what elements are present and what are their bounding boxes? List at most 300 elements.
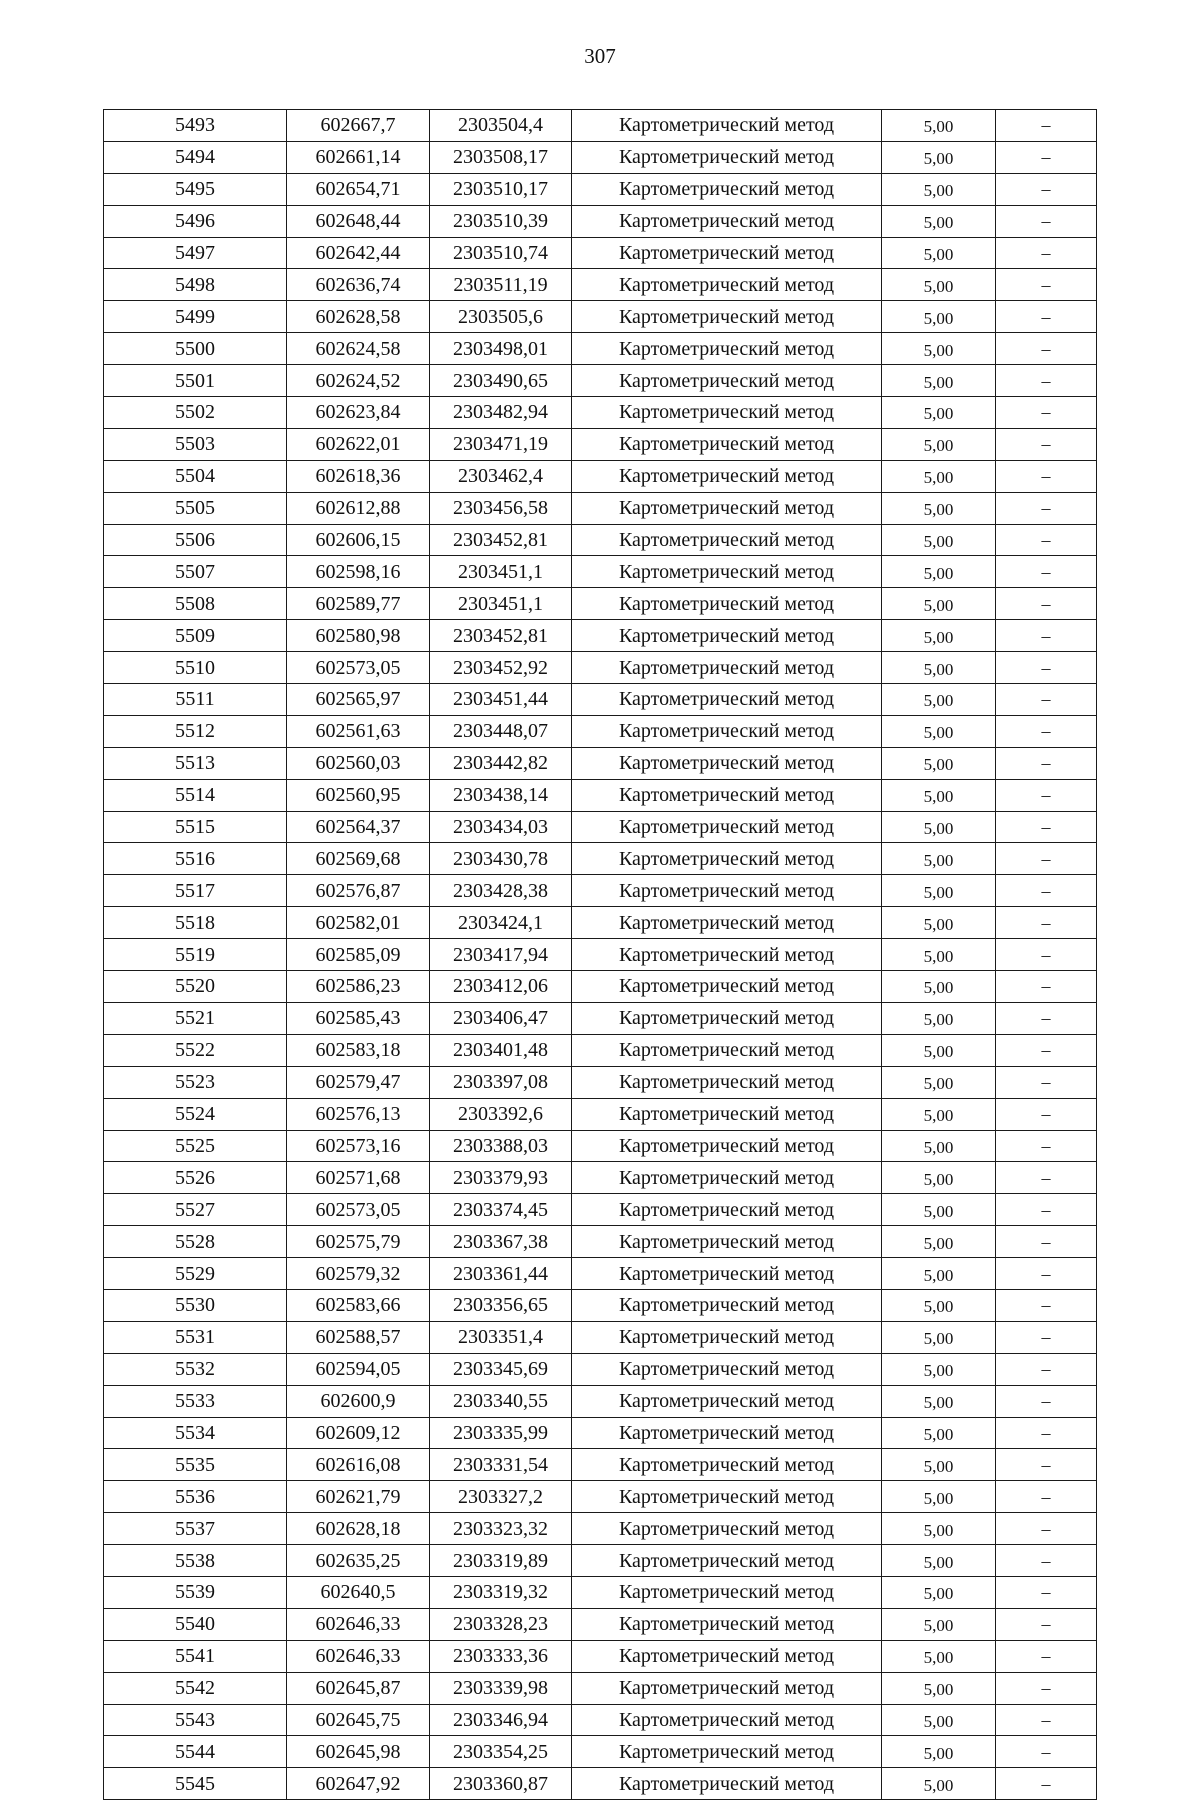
table-row: [104, 1417, 1097, 1449]
description-cell: –: [996, 205, 1097, 237]
y-coordinate-cell: 2303335,99: [430, 1417, 572, 1449]
table-row: [104, 1226, 1097, 1258]
description-cell: –: [996, 620, 1097, 652]
x-coordinate-cell: 602621,79: [287, 1481, 430, 1513]
y-coordinate-cell: 2303360,87: [430, 1768, 572, 1800]
error-cell: 5,00: [882, 1768, 996, 1800]
description-cell: –: [996, 1321, 1097, 1353]
y-coordinate-cell: 2303451,44: [430, 684, 572, 716]
error-cell: 5,00: [882, 1736, 996, 1768]
x-coordinate-cell: 602606,15: [287, 524, 430, 556]
point-number-cell: 5501: [104, 365, 287, 397]
description-cell: –: [996, 556, 1097, 588]
x-coordinate-cell: 602624,52: [287, 365, 430, 397]
point-number-cell: 5503: [104, 428, 287, 460]
point-number-cell: 5499: [104, 301, 287, 333]
table-row: [104, 1098, 1097, 1130]
method-cell: Картометрический метод: [572, 556, 882, 588]
description-cell: –: [996, 843, 1097, 875]
table-row: [104, 141, 1097, 173]
x-coordinate-cell: 602642,44: [287, 237, 430, 269]
y-coordinate-cell: 2303328,23: [430, 1608, 572, 1640]
x-coordinate-cell: 602618,36: [287, 460, 430, 492]
method-cell: Картометрический метод: [572, 1704, 882, 1736]
y-coordinate-cell: 2303451,1: [430, 588, 572, 620]
table-row: [104, 1002, 1097, 1034]
point-number-cell: 5526: [104, 1162, 287, 1194]
y-coordinate-cell: 2303430,78: [430, 843, 572, 875]
x-coordinate-cell: 602585,43: [287, 1002, 430, 1034]
error-cell: 5,00: [882, 1162, 996, 1194]
x-coordinate-cell: 602624,58: [287, 333, 430, 365]
y-coordinate-cell: 2303510,17: [430, 173, 572, 205]
point-number-cell: 5502: [104, 397, 287, 429]
table-row: [104, 301, 1097, 333]
table-row: [104, 843, 1097, 875]
error-cell: 5,00: [882, 1002, 996, 1034]
method-cell: Картометрический метод: [572, 1545, 882, 1577]
x-coordinate-cell: 602573,05: [287, 652, 430, 684]
description-cell: –: [996, 1736, 1097, 1768]
method-cell: Картометрический метод: [572, 1002, 882, 1034]
method-cell: Картометрический метод: [572, 715, 882, 747]
table-row: [104, 1481, 1097, 1513]
y-coordinate-cell: 2303345,69: [430, 1353, 572, 1385]
error-cell: 5,00: [882, 365, 996, 397]
error-cell: 5,00: [882, 1258, 996, 1290]
point-number-cell: 5495: [104, 173, 287, 205]
error-cell: 5,00: [882, 556, 996, 588]
method-cell: Картометрический метод: [572, 1449, 882, 1481]
method-cell: Картометрический метод: [572, 269, 882, 301]
description-cell: –: [996, 1449, 1097, 1481]
error-cell: 5,00: [882, 1704, 996, 1736]
method-cell: Картометрический метод: [572, 205, 882, 237]
method-cell: Картометрический метод: [572, 1258, 882, 1290]
description-cell: –: [996, 1672, 1097, 1704]
x-coordinate-cell: 602569,68: [287, 843, 430, 875]
method-cell: Картометрический метод: [572, 428, 882, 460]
description-cell: –: [996, 715, 1097, 747]
y-coordinate-cell: 2303448,07: [430, 715, 572, 747]
description-cell: –: [996, 971, 1097, 1003]
error-cell: 5,00: [882, 620, 996, 652]
point-number-cell: 5508: [104, 588, 287, 620]
description-cell: –: [996, 811, 1097, 843]
point-number-cell: 5512: [104, 715, 287, 747]
point-number-cell: 5520: [104, 971, 287, 1003]
description-cell: –: [996, 333, 1097, 365]
y-coordinate-cell: 2303379,93: [430, 1162, 572, 1194]
point-number-cell: 5521: [104, 1002, 287, 1034]
x-coordinate-cell: 602661,14: [287, 141, 430, 173]
error-cell: 5,00: [882, 843, 996, 875]
error-cell: 5,00: [882, 1130, 996, 1162]
table-row: [104, 397, 1097, 429]
description-cell: –: [996, 907, 1097, 939]
table-row: [104, 652, 1097, 684]
error-cell: 5,00: [882, 237, 996, 269]
error-cell: 5,00: [882, 110, 996, 142]
description-cell: –: [996, 1289, 1097, 1321]
y-coordinate-cell: 2303511,19: [430, 269, 572, 301]
x-coordinate-cell: 602565,97: [287, 684, 430, 716]
point-number-cell: 5539: [104, 1576, 287, 1608]
error-cell: 5,00: [882, 524, 996, 556]
x-coordinate-cell: 602564,37: [287, 811, 430, 843]
y-coordinate-cell: 2303331,54: [430, 1449, 572, 1481]
method-cell: Картометрический метод: [572, 843, 882, 875]
x-coordinate-cell: 602589,77: [287, 588, 430, 620]
method-cell: Картометрический метод: [572, 1162, 882, 1194]
y-coordinate-cell: 2303346,94: [430, 1704, 572, 1736]
x-coordinate-cell: 602648,44: [287, 205, 430, 237]
y-coordinate-cell: 2303361,44: [430, 1258, 572, 1290]
method-cell: Картометрический метод: [572, 333, 882, 365]
table-row: [104, 269, 1097, 301]
point-number-cell: 5523: [104, 1066, 287, 1098]
x-coordinate-cell: 602646,33: [287, 1640, 430, 1672]
y-coordinate-cell: 2303319,89: [430, 1545, 572, 1577]
error-cell: 5,00: [882, 1417, 996, 1449]
table-row: [104, 747, 1097, 779]
y-coordinate-cell: 2303508,17: [430, 141, 572, 173]
error-cell: 5,00: [882, 1034, 996, 1066]
x-coordinate-cell: 602560,03: [287, 747, 430, 779]
y-coordinate-cell: 2303392,6: [430, 1098, 572, 1130]
description-cell: –: [996, 1034, 1097, 1066]
method-cell: Картометрический метод: [572, 779, 882, 811]
table-row: [104, 684, 1097, 716]
table-row: [104, 1608, 1097, 1640]
point-number-cell: 5497: [104, 237, 287, 269]
method-cell: Картометрический метод: [572, 620, 882, 652]
table-row: [104, 1385, 1097, 1417]
x-coordinate-cell: 602667,7: [287, 110, 430, 142]
x-coordinate-cell: 602612,88: [287, 492, 430, 524]
point-number-cell: 5511: [104, 684, 287, 716]
y-coordinate-cell: 2303333,36: [430, 1640, 572, 1672]
y-coordinate-cell: 2303424,1: [430, 907, 572, 939]
error-cell: 5,00: [882, 1194, 996, 1226]
error-cell: 5,00: [882, 1640, 996, 1672]
table-row: [104, 173, 1097, 205]
table-row: [104, 907, 1097, 939]
x-coordinate-cell: 602635,25: [287, 1545, 430, 1577]
table-row: [104, 556, 1097, 588]
y-coordinate-cell: 2303388,03: [430, 1130, 572, 1162]
method-cell: Картометрический метод: [572, 1672, 882, 1704]
description-cell: –: [996, 1226, 1097, 1258]
table-row: [104, 1353, 1097, 1385]
x-coordinate-cell: 602646,33: [287, 1608, 430, 1640]
point-number-cell: 5500: [104, 333, 287, 365]
error-cell: 5,00: [882, 588, 996, 620]
description-cell: –: [996, 1768, 1097, 1800]
table-row: [104, 1704, 1097, 1736]
x-coordinate-cell: 602645,98: [287, 1736, 430, 1768]
table-row: [104, 1672, 1097, 1704]
y-coordinate-cell: 2303401,48: [430, 1034, 572, 1066]
description-cell: –: [996, 1130, 1097, 1162]
x-coordinate-cell: 602583,18: [287, 1034, 430, 1066]
page-number: 307: [584, 44, 616, 68]
point-number-cell: 5516: [104, 843, 287, 875]
table-row: [104, 971, 1097, 1003]
description-cell: –: [996, 301, 1097, 333]
description-cell: –: [996, 1640, 1097, 1672]
error-cell: 5,00: [882, 173, 996, 205]
error-cell: 5,00: [882, 460, 996, 492]
description-cell: –: [996, 492, 1097, 524]
point-number-cell: 5513: [104, 747, 287, 779]
method-cell: Картометрический метод: [572, 301, 882, 333]
y-coordinate-cell: 2303462,4: [430, 460, 572, 492]
description-cell: –: [996, 1353, 1097, 1385]
x-coordinate-cell: 602576,13: [287, 1098, 430, 1130]
point-number-cell: 5529: [104, 1258, 287, 1290]
point-number-cell: 5518: [104, 907, 287, 939]
x-coordinate-cell: 602573,16: [287, 1130, 430, 1162]
description-cell: –: [996, 1194, 1097, 1226]
point-number-cell: 5505: [104, 492, 287, 524]
x-coordinate-cell: 602588,57: [287, 1321, 430, 1353]
method-cell: Картометрический метод: [572, 1130, 882, 1162]
coordinates-table-body: [104, 110, 1097, 1800]
x-coordinate-cell: 602561,63: [287, 715, 430, 747]
y-coordinate-cell: 2303354,25: [430, 1736, 572, 1768]
description-cell: –: [996, 365, 1097, 397]
method-cell: Картометрический метод: [572, 1226, 882, 1258]
error-cell: 5,00: [882, 1226, 996, 1258]
error-cell: 5,00: [882, 1321, 996, 1353]
y-coordinate-cell: 2303498,01: [430, 333, 572, 365]
y-coordinate-cell: 2303442,82: [430, 747, 572, 779]
table-row: [104, 1258, 1097, 1290]
error-cell: 5,00: [882, 811, 996, 843]
description-cell: –: [996, 1258, 1097, 1290]
description-cell: –: [996, 141, 1097, 173]
point-number-cell: 5531: [104, 1321, 287, 1353]
table-row: [104, 1321, 1097, 1353]
point-number-cell: 5543: [104, 1704, 287, 1736]
method-cell: Картометрический метод: [572, 907, 882, 939]
error-cell: 5,00: [882, 1353, 996, 1385]
x-coordinate-cell: 602647,92: [287, 1768, 430, 1800]
error-cell: 5,00: [882, 1672, 996, 1704]
description-cell: –: [996, 779, 1097, 811]
method-cell: Картометрический метод: [572, 237, 882, 269]
method-cell: Картометрический метод: [572, 684, 882, 716]
table-row: [104, 428, 1097, 460]
description-cell: –: [996, 588, 1097, 620]
x-coordinate-cell: 602573,05: [287, 1194, 430, 1226]
x-coordinate-cell: 602623,84: [287, 397, 430, 429]
y-coordinate-cell: 2303406,47: [430, 1002, 572, 1034]
table-row: [104, 811, 1097, 843]
x-coordinate-cell: 602575,79: [287, 1226, 430, 1258]
point-number-cell: 5541: [104, 1640, 287, 1672]
error-cell: 5,00: [882, 652, 996, 684]
description-cell: –: [996, 747, 1097, 779]
y-coordinate-cell: 2303451,1: [430, 556, 572, 588]
point-number-cell: 5496: [104, 205, 287, 237]
error-cell: 5,00: [882, 1608, 996, 1640]
method-cell: Картометрический метод: [572, 1066, 882, 1098]
x-coordinate-cell: 602576,87: [287, 875, 430, 907]
y-coordinate-cell: 2303438,14: [430, 779, 572, 811]
method-cell: Картометрический метод: [572, 1034, 882, 1066]
error-cell: 5,00: [882, 1385, 996, 1417]
y-coordinate-cell: 2303327,2: [430, 1481, 572, 1513]
y-coordinate-cell: 2303505,6: [430, 301, 572, 333]
x-coordinate-cell: 602598,16: [287, 556, 430, 588]
description-cell: –: [996, 939, 1097, 971]
description-cell: –: [996, 1417, 1097, 1449]
point-number-cell: 5494: [104, 141, 287, 173]
y-coordinate-cell: 2303412,06: [430, 971, 572, 1003]
y-coordinate-cell: 2303428,38: [430, 875, 572, 907]
x-coordinate-cell: 602585,09: [287, 939, 430, 971]
point-number-cell: 5498: [104, 269, 287, 301]
y-coordinate-cell: 2303452,81: [430, 524, 572, 556]
point-number-cell: 5533: [104, 1385, 287, 1417]
point-number-cell: 5504: [104, 460, 287, 492]
error-cell: 5,00: [882, 397, 996, 429]
x-coordinate-cell: 602582,01: [287, 907, 430, 939]
error-cell: 5,00: [882, 939, 996, 971]
method-cell: Картометрический метод: [572, 1481, 882, 1513]
description-cell: –: [996, 269, 1097, 301]
method-cell: Картометрический метод: [572, 492, 882, 524]
method-cell: Картометрический метод: [572, 875, 882, 907]
table-row: [104, 205, 1097, 237]
description-cell: –: [996, 1066, 1097, 1098]
table-row: [104, 1034, 1097, 1066]
description-cell: –: [996, 237, 1097, 269]
method-cell: Картометрический метод: [572, 1640, 882, 1672]
table-row: [104, 939, 1097, 971]
error-cell: 5,00: [882, 907, 996, 939]
y-coordinate-cell: 2303374,45: [430, 1194, 572, 1226]
y-coordinate-cell: 2303397,08: [430, 1066, 572, 1098]
y-coordinate-cell: 2303490,65: [430, 365, 572, 397]
error-cell: 5,00: [882, 747, 996, 779]
description-cell: –: [996, 1481, 1097, 1513]
method-cell: Картометрический метод: [572, 1321, 882, 1353]
point-number-cell: 5544: [104, 1736, 287, 1768]
table-row: [104, 110, 1097, 142]
y-coordinate-cell: 2303482,94: [430, 397, 572, 429]
point-number-cell: 5540: [104, 1608, 287, 1640]
table-row: [104, 1736, 1097, 1768]
method-cell: Картометрический метод: [572, 1513, 882, 1545]
y-coordinate-cell: 2303356,65: [430, 1289, 572, 1321]
x-coordinate-cell: 602654,71: [287, 173, 430, 205]
description-cell: –: [996, 1704, 1097, 1736]
point-number-cell: 5537: [104, 1513, 287, 1545]
error-cell: 5,00: [882, 428, 996, 460]
x-coordinate-cell: 602640,5: [287, 1576, 430, 1608]
table-row: [104, 1768, 1097, 1800]
x-coordinate-cell: 602600,9: [287, 1385, 430, 1417]
description-cell: –: [996, 397, 1097, 429]
description-cell: –: [996, 652, 1097, 684]
table-row: [104, 460, 1097, 492]
method-cell: Картометрический метод: [572, 1417, 882, 1449]
error-cell: 5,00: [882, 684, 996, 716]
method-cell: Картометрический метод: [572, 110, 882, 142]
point-number-cell: 5525: [104, 1130, 287, 1162]
method-cell: Картометрический метод: [572, 365, 882, 397]
y-coordinate-cell: 2303417,94: [430, 939, 572, 971]
point-number-cell: 5534: [104, 1417, 287, 1449]
y-coordinate-cell: 2303471,19: [430, 428, 572, 460]
y-coordinate-cell: 2303319,32: [430, 1576, 572, 1608]
table-row: [104, 1576, 1097, 1608]
table-row: [104, 333, 1097, 365]
error-cell: 5,00: [882, 492, 996, 524]
table-row: [104, 365, 1097, 397]
method-cell: Картометрический метод: [572, 1768, 882, 1800]
point-number-cell: 5506: [104, 524, 287, 556]
x-coordinate-cell: 602645,87: [287, 1672, 430, 1704]
x-coordinate-cell: 602636,74: [287, 269, 430, 301]
description-cell: –: [996, 1513, 1097, 1545]
error-cell: 5,00: [882, 1449, 996, 1481]
y-coordinate-cell: 2303510,39: [430, 205, 572, 237]
x-coordinate-cell: 602560,95: [287, 779, 430, 811]
error-cell: 5,00: [882, 875, 996, 907]
description-cell: –: [996, 1576, 1097, 1608]
error-cell: 5,00: [882, 715, 996, 747]
table-row: [104, 524, 1097, 556]
x-coordinate-cell: 602571,68: [287, 1162, 430, 1194]
point-number-cell: 5514: [104, 779, 287, 811]
description-cell: –: [996, 684, 1097, 716]
x-coordinate-cell: 602609,12: [287, 1417, 430, 1449]
table-row: [104, 1130, 1097, 1162]
error-cell: 5,00: [882, 779, 996, 811]
description-cell: –: [996, 428, 1097, 460]
error-cell: 5,00: [882, 301, 996, 333]
table-row: [104, 1640, 1097, 1672]
table-row: [104, 492, 1097, 524]
description-cell: –: [996, 173, 1097, 205]
error-cell: 5,00: [882, 1481, 996, 1513]
y-coordinate-cell: 2303434,03: [430, 811, 572, 843]
x-coordinate-cell: 602586,23: [287, 971, 430, 1003]
method-cell: Картометрический метод: [572, 1289, 882, 1321]
table-row: [104, 237, 1097, 269]
point-number-cell: 5545: [104, 1768, 287, 1800]
point-number-cell: 5532: [104, 1353, 287, 1385]
table-row: [104, 1289, 1097, 1321]
y-coordinate-cell: 2303367,38: [430, 1226, 572, 1258]
point-number-cell: 5507: [104, 556, 287, 588]
x-coordinate-cell: 602580,98: [287, 620, 430, 652]
method-cell: Картометрический метод: [572, 1098, 882, 1130]
method-cell: Картометрический метод: [572, 173, 882, 205]
y-coordinate-cell: 2303510,74: [430, 237, 572, 269]
y-coordinate-cell: 2303452,81: [430, 620, 572, 652]
description-cell: –: [996, 1162, 1097, 1194]
x-coordinate-cell: 602628,58: [287, 301, 430, 333]
method-cell: Картометрический метод: [572, 1194, 882, 1226]
y-coordinate-cell: 2303340,55: [430, 1385, 572, 1417]
y-coordinate-cell: 2303504,4: [430, 110, 572, 142]
description-cell: –: [996, 875, 1097, 907]
